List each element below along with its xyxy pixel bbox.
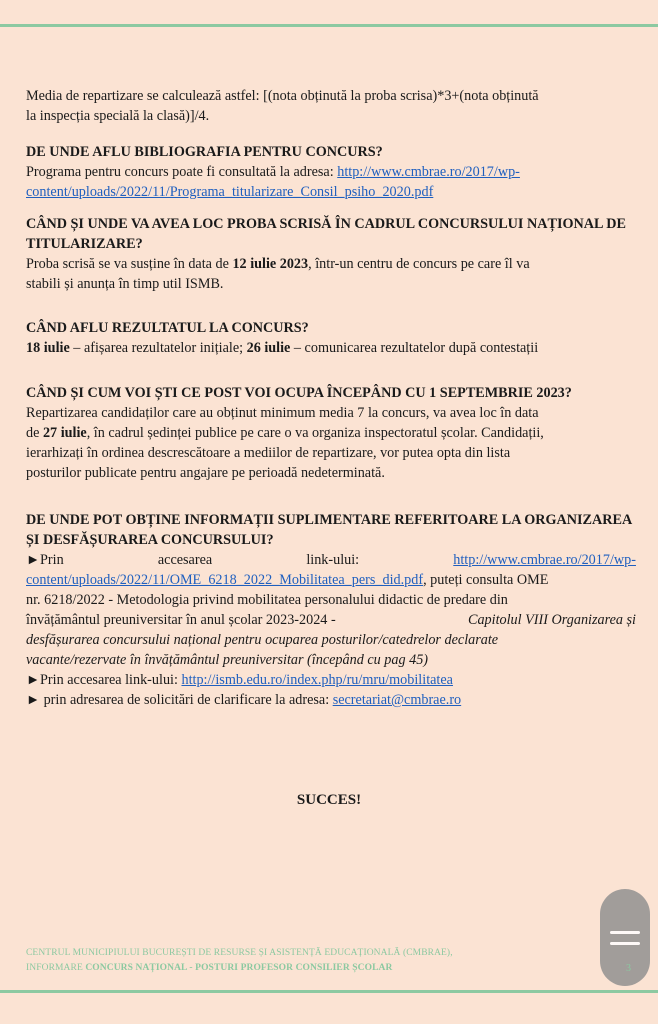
post-section xyxy=(26,383,636,483)
info-bullet-1-line-1: ►Prin accesarea link-ului: http://www.cmbrae.ro/2017/wp- xyxy=(26,552,636,568)
post-text-1: Repartizarea candidaților care au obținut minimum media 7 la concurs, va avea loc în data xyxy=(26,405,539,421)
info-heading-1: DE UNDE POT OBȚINE INFORMAȚII SUPLIMENTARE REFERITOARE LA ORGANIZAREA xyxy=(26,512,633,528)
bottom-rule xyxy=(0,990,658,993)
media-line-1: Media de repartizare se calculează astfel: [(nota obținută la proba scrisa)*3+(nota obținută xyxy=(26,88,539,104)
top-rule xyxy=(0,24,658,27)
post-text-4: posturilor publicate pentru angajare pe perioadă nedeterminată. xyxy=(26,465,385,481)
post-heading: CÂND ȘI CUM VOI ȘTI CE POST VOI OCUPA ÎNCEPÂND CU 1 SEPTEMBRIE 2023? xyxy=(26,385,572,401)
ome-link[interactable]: http://www.cmbrae.ro/2017/wp- xyxy=(453,552,636,568)
email-link[interactable]: secretariat@cmbrae.ro xyxy=(332,692,462,708)
proba-section xyxy=(26,214,636,294)
info-heading-2: ȘI DESFĂȘURAREA CONCURSULUI? xyxy=(26,532,274,548)
succes-text: SUCCES! xyxy=(296,792,362,808)
post-text-2: de 27 iulie, în cadrul ședinței publice pe care o va organiza inspectoratul școlar. Candidații, xyxy=(26,425,544,441)
rezultat-section xyxy=(26,318,636,358)
menu-button[interactable] xyxy=(600,889,650,986)
proba-date: 12 iulie 2023 xyxy=(232,256,309,272)
info-bullet-1-line-5: desfășurarea concursului național pentru ocuparea posturilor/catedrelor declarate xyxy=(26,632,499,648)
rezultat-text: 18 iulie – afișarea rezultatelor inițiale; 26 iulie – comunicarea rezultatelor după contestații xyxy=(26,340,539,356)
footer-line-1: CENTRUL MUNICIPIULUI BUCUREȘTI DE RESURSE ȘI ASISTENȚĂ EDUCAȚIONALĂ (CMBRAE), xyxy=(26,948,453,958)
footer xyxy=(26,946,546,976)
proba-text-1: Proba scrisă se va susține în data de 12 iulie 2023, într-un centru de concurs pe care îl va xyxy=(26,256,530,272)
info-bullet-1-line-6: vacante/rezervate în învățământul preuniversitar (începând cu pag 45) xyxy=(26,652,429,668)
ismb-link[interactable]: http://ismb.edu.ro/index.php/ru/mru/mobilitatea xyxy=(181,672,453,688)
media-paragraph xyxy=(26,86,636,126)
rezultat-heading: CÂND AFLU REZULTATUL LA CONCURS? xyxy=(26,320,309,336)
bibliografia-text: Programa pentru concurs poate fi consultată la adresa: http://www.cmbrae.ro/2017/wp- xyxy=(26,164,520,180)
page-number: 3 xyxy=(626,963,631,974)
programa-link-cont[interactable]: content/uploads/2022/11/Programa_titularizare_Consil_psiho_2020.pdf xyxy=(26,184,434,200)
bibliografia-heading: DE UNDE AFLU BIBLIOGRAFIA PENTRU CONCURS? xyxy=(26,144,383,160)
menu-icon-bar-2 xyxy=(610,942,640,945)
programa-link[interactable]: http://www.cmbrae.ro/2017/wp- xyxy=(337,164,520,180)
info-bullet-2: ►Prin accesarea link-ului: http://ismb.edu.ro/index.php/ru/mru/mobilitatea xyxy=(26,672,453,688)
bibliografia-section xyxy=(26,142,636,202)
post-text-3: ierarhizați în ordinea descrescătoare a mediilor de repartizare, vor putea opta din lista xyxy=(26,445,511,461)
ome-link-cont[interactable]: content/uploads/2022/11/OME_6218_2022_Mobilitatea_pers_did.pdf xyxy=(26,572,424,588)
menu-icon xyxy=(610,931,640,934)
info-section xyxy=(26,510,636,710)
info-bullet-1-line-3: nr. 6218/2022 - Metodologia privind mobilitatea personalului didactic de predare din xyxy=(26,592,508,608)
info-bullet-1-line-2: content/uploads/2022/11/OME_6218_2022_Mobilitatea_pers_did.pdf, puteți consulta OME xyxy=(26,572,549,588)
media-line-2: la inspecția specială la clasă)]/4. xyxy=(26,108,210,124)
proba-heading-1: CÂND ȘI UNDE VA AVEA LOC PROBA SCRISĂ ÎN CADRUL CONCURSULUI NAȚIONAL DE xyxy=(26,216,626,232)
info-bullet-3: ► prin adresarea de solicitări de clarificare la adresa: secretariat@cmbrae.ro xyxy=(26,692,462,708)
footer-line-2: INFORMARE CONCURS NAȚIONAL - POSTURI PROFESOR CONSILIER ȘCOLAR xyxy=(26,963,393,973)
proba-heading-2: TITULARIZARE? xyxy=(26,236,143,252)
info-bullet-1-line-4: învățământul preuniversitar în anul școlar 2023-2024 - Capitolul VIII Organizarea și xyxy=(26,612,636,628)
proba-text-2: stabili și anunța în timp util ISMB. xyxy=(26,276,224,292)
